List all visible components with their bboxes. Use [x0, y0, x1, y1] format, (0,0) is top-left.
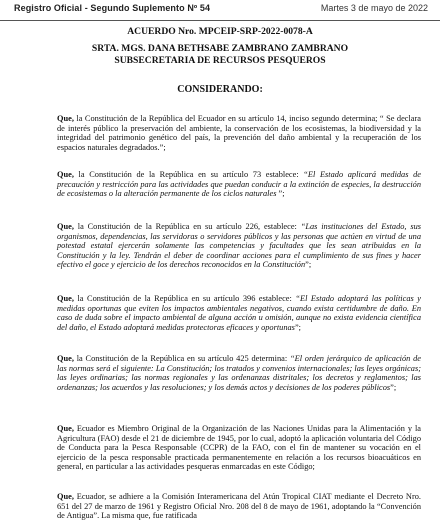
clause-paragraph	[57, 114, 421, 152]
official-name: SRTA. MGS. DANA BETHSABE ZAMBRANO ZAMBRANO	[91, 43, 349, 54]
clause-tail: ”;	[276, 189, 285, 199]
clause-tail: ”;	[390, 382, 397, 392]
clause-paragraph	[57, 354, 421, 392]
clause-paragraph	[57, 170, 421, 199]
clause-quote: “El Estado aplicará medidas de precaución y restricción para las actividades que puedan conducir a la extinción de especies, la destrucción de ecosistemas o la alteración permanente de los ciclos naturales	[57, 170, 421, 199]
clause-tail: ”;	[305, 260, 312, 270]
clause-text: la Constitución de la República en su artículo 226, establece:	[73, 222, 301, 231]
clause-quote: “El orden jerárquico de aplicación de las normas será el siguiente: La Constitución; los tratados y convenios internacionales; las leyes orgánicas; las leyes ordinarias; las normas regionales y las ordenanzas distritales; los decretos y reglamentos; las ordenanzas; los acuerdos y las resoluciones; y los demás actos y decisiones de los poderes públicos	[57, 354, 422, 392]
clause-text: la Constitución de la República en su artículo 396 establece:	[73, 294, 296, 303]
clause-lead: Que,	[57, 492, 74, 501]
clause-text: Ecuador es Miembro Original de la Organización de las Naciones Unidas para la Alimentación y la Agricultura (FAO) desde el 21 de diciembre de 1945, por lo cual, adoptó la aplicación voluntaria del Código de Conducta para la Pesca Responsable (CCPR) de la FAO, con el fin de mantener su vocación en el ejercicio de la pesca responsable practicada permanentemente en relación a los recursos bioacuáticos en general, en particular a las actividades pesqueras enmarcadas en este Código;	[57, 424, 421, 472]
page-header	[0, 0, 440, 21]
clause-tail: ”;	[294, 322, 301, 332]
clause-lead: Que,	[57, 114, 74, 123]
clause-quote: “Las instituciones del Estado, sus organismos, dependencias, las servidoras o servidores públicos y las personas que actúen en virtud de una potestad estatal ejercerán solamente las competencias y facultades que les sean atribuidas en la Constitución y la ley. Tendrán el deber de coordinar acciones para el cumplimiento de sus fines y hacer efectivo el goce y ejercicio de los derechos reconocidos en la Constitución	[57, 222, 421, 270]
clause-text: la Constitución de la República en su artículo 425 determina:	[73, 354, 290, 363]
clause-lead: Que,	[57, 424, 74, 433]
clause-text: la Constitución de la República en su artículo 73 establece:	[73, 170, 304, 179]
gazette-name: Registro Oficial - Segundo Suplemento Nº 54	[14, 3, 211, 13]
clause-lead: Que,	[57, 222, 74, 231]
clause-quote: “El Estado adoptará las políticas y medidas oportunas que eviten los impactos ambientales negativos, cuando exista certidumbre de daño. En caso de duda sobre el impacto ambiental de alguna acción u omisión, aunque no exista evidencia científica del daño, el Estado adoptará medidas protectoras eficaces y oportunas	[57, 294, 421, 332]
considering-heading: CONSIDERANDO:	[177, 84, 263, 95]
clause-paragraph	[57, 294, 421, 332]
clause-paragraph	[57, 492, 421, 521]
agreement-number: ACUERDO Nro. MPCEIP-SRP-2022-0078-A	[127, 26, 313, 37]
clause-text: la Constitución de la República del Ecuador en su artículo 14, inciso segundo determina; “ Se declara de interés público la preservación del ambiente, la conservación de los ecosistemas, la biodiversidad y la integridad del patrimonio genético del país, la prevención del daño ambiental y la recuperación de los espacios naturales degradados.”;	[57, 114, 421, 152]
clause-lead: Que,	[57, 354, 74, 363]
publication-date: Martes 3 de mayo de 2022	[320, 3, 428, 13]
clause-lead: Que,	[57, 170, 74, 179]
clause-paragraph	[57, 222, 421, 270]
official-title: SUBSECRETARIA DE RECURSOS PESQUEROS	[114, 55, 326, 66]
clause-paragraph	[57, 424, 421, 472]
clause-lead: Que,	[57, 294, 74, 303]
clause-text: Ecuador, se adhiere a la Comisión Interamericana del Atún Tropical CIAT mediante el Decreto Nro. 651 del 27 de marzo de 1961 y Registro Oficial Nro. 208 del 8 de mayo de 1961, adoptando la “Convención de Antigua”. La misma que, fue ratificada	[57, 492, 421, 521]
